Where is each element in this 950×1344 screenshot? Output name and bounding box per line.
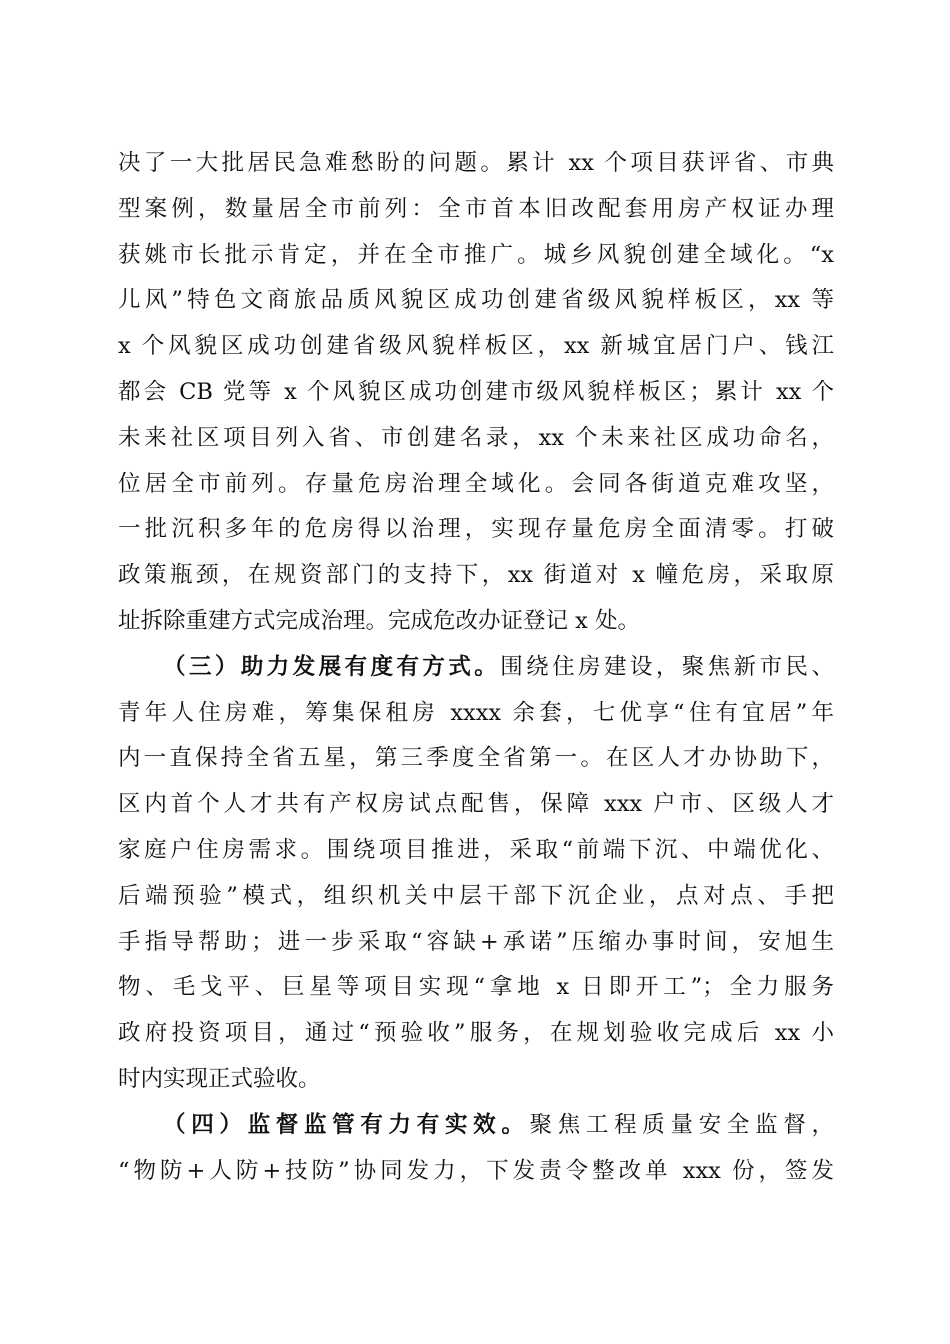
text-line: 位居全市前列。存量危房治理全域化。会同各街道克难攻坚， [118,470,834,497]
text-line: 一批沉积多年的危房得以治理，实现存量危房全面清零。打破 [118,516,834,543]
paragraph-1 [118,141,834,645]
text-line: 获姚市长批示肯定，并在全市推广。城乡风貌创建全域化。“x [118,241,834,268]
text-line: 型案例，数量居全市前列：全市首本旧改配套用房产权证办理 [118,195,834,222]
text-line: 家庭户住房需求。围绕项目推进，采取“前端下沉、中端优化、 [118,836,834,863]
text-line: 后端预验”模式，组织机关中层干部下沉企业，点对点、手把 [118,882,834,909]
text-line: 手指导帮助；进一步采取“容缺+承诺”压缩办事时间，安旭生 [118,928,834,955]
text-line: 址拆除重建方式完成治理。完成危改办证登记 x 处。 [118,607,640,634]
text-line: 政策瓶颈，在规资部门的支持下，xx 街道对 x 幢危房，采取原 [118,562,834,589]
text-line: 青年人住房难，筹集保租房 xxxx 余套，七优享“住有宜居”年 [118,699,834,726]
paragraph-first-line [118,1103,834,1149]
text-line: 儿风”特色文商旅品质风貌区成功创建省级风貌样板区，xx 等 [118,287,834,314]
text-line: 时内实现正式验收。 [118,1065,321,1092]
text-line: 政府投资项目，通过“预验收”服务，在规划验收完成后 xx 小 [118,1020,834,1047]
text-line: x 个风貌区成功创建省级风貌样板区，xx 新城宜居门户、钱江 [118,333,834,360]
text-run: 聚焦工程质量安全监督， [529,1111,834,1138]
document-body [118,141,834,1194]
text-line: 决了一大批居民急难愁盼的问题。累计 xx 个项目获评省、市典 [118,150,834,176]
paragraph-3 [118,1103,834,1195]
text-line: “物防+人防+技防”协同发力，下发责令整改单 xxx 份，签发 [118,1157,834,1184]
section-heading: （三）助力发展有度有方式。 [163,653,501,680]
section-heading: （四）监督监管有力有实效。 [163,1111,530,1138]
text-line: 都会 CB 党等 x 个风貌区成功创建市级风貌样板区；累计 xx 个 [118,378,834,405]
text-line: 内一直保持全省五星，第三季度全省第一。在区人才办协助下， [118,745,834,772]
paragraph-first-line [118,645,834,691]
text-line: 未来社区项目列入省、市创建名录，xx 个未来社区成功命名， [118,424,834,451]
text-line: 区内首个人才共有产权房试点配售，保障 xxx 户市、区级人才 [118,791,834,818]
text-line: 物、毛戈平、巨星等项目实现“拿地 x 日即开工”；全力服务 [118,974,834,1001]
paragraph-2 [118,645,834,1103]
text-run: 围绕住房建设，聚焦新市民、 [500,653,834,680]
